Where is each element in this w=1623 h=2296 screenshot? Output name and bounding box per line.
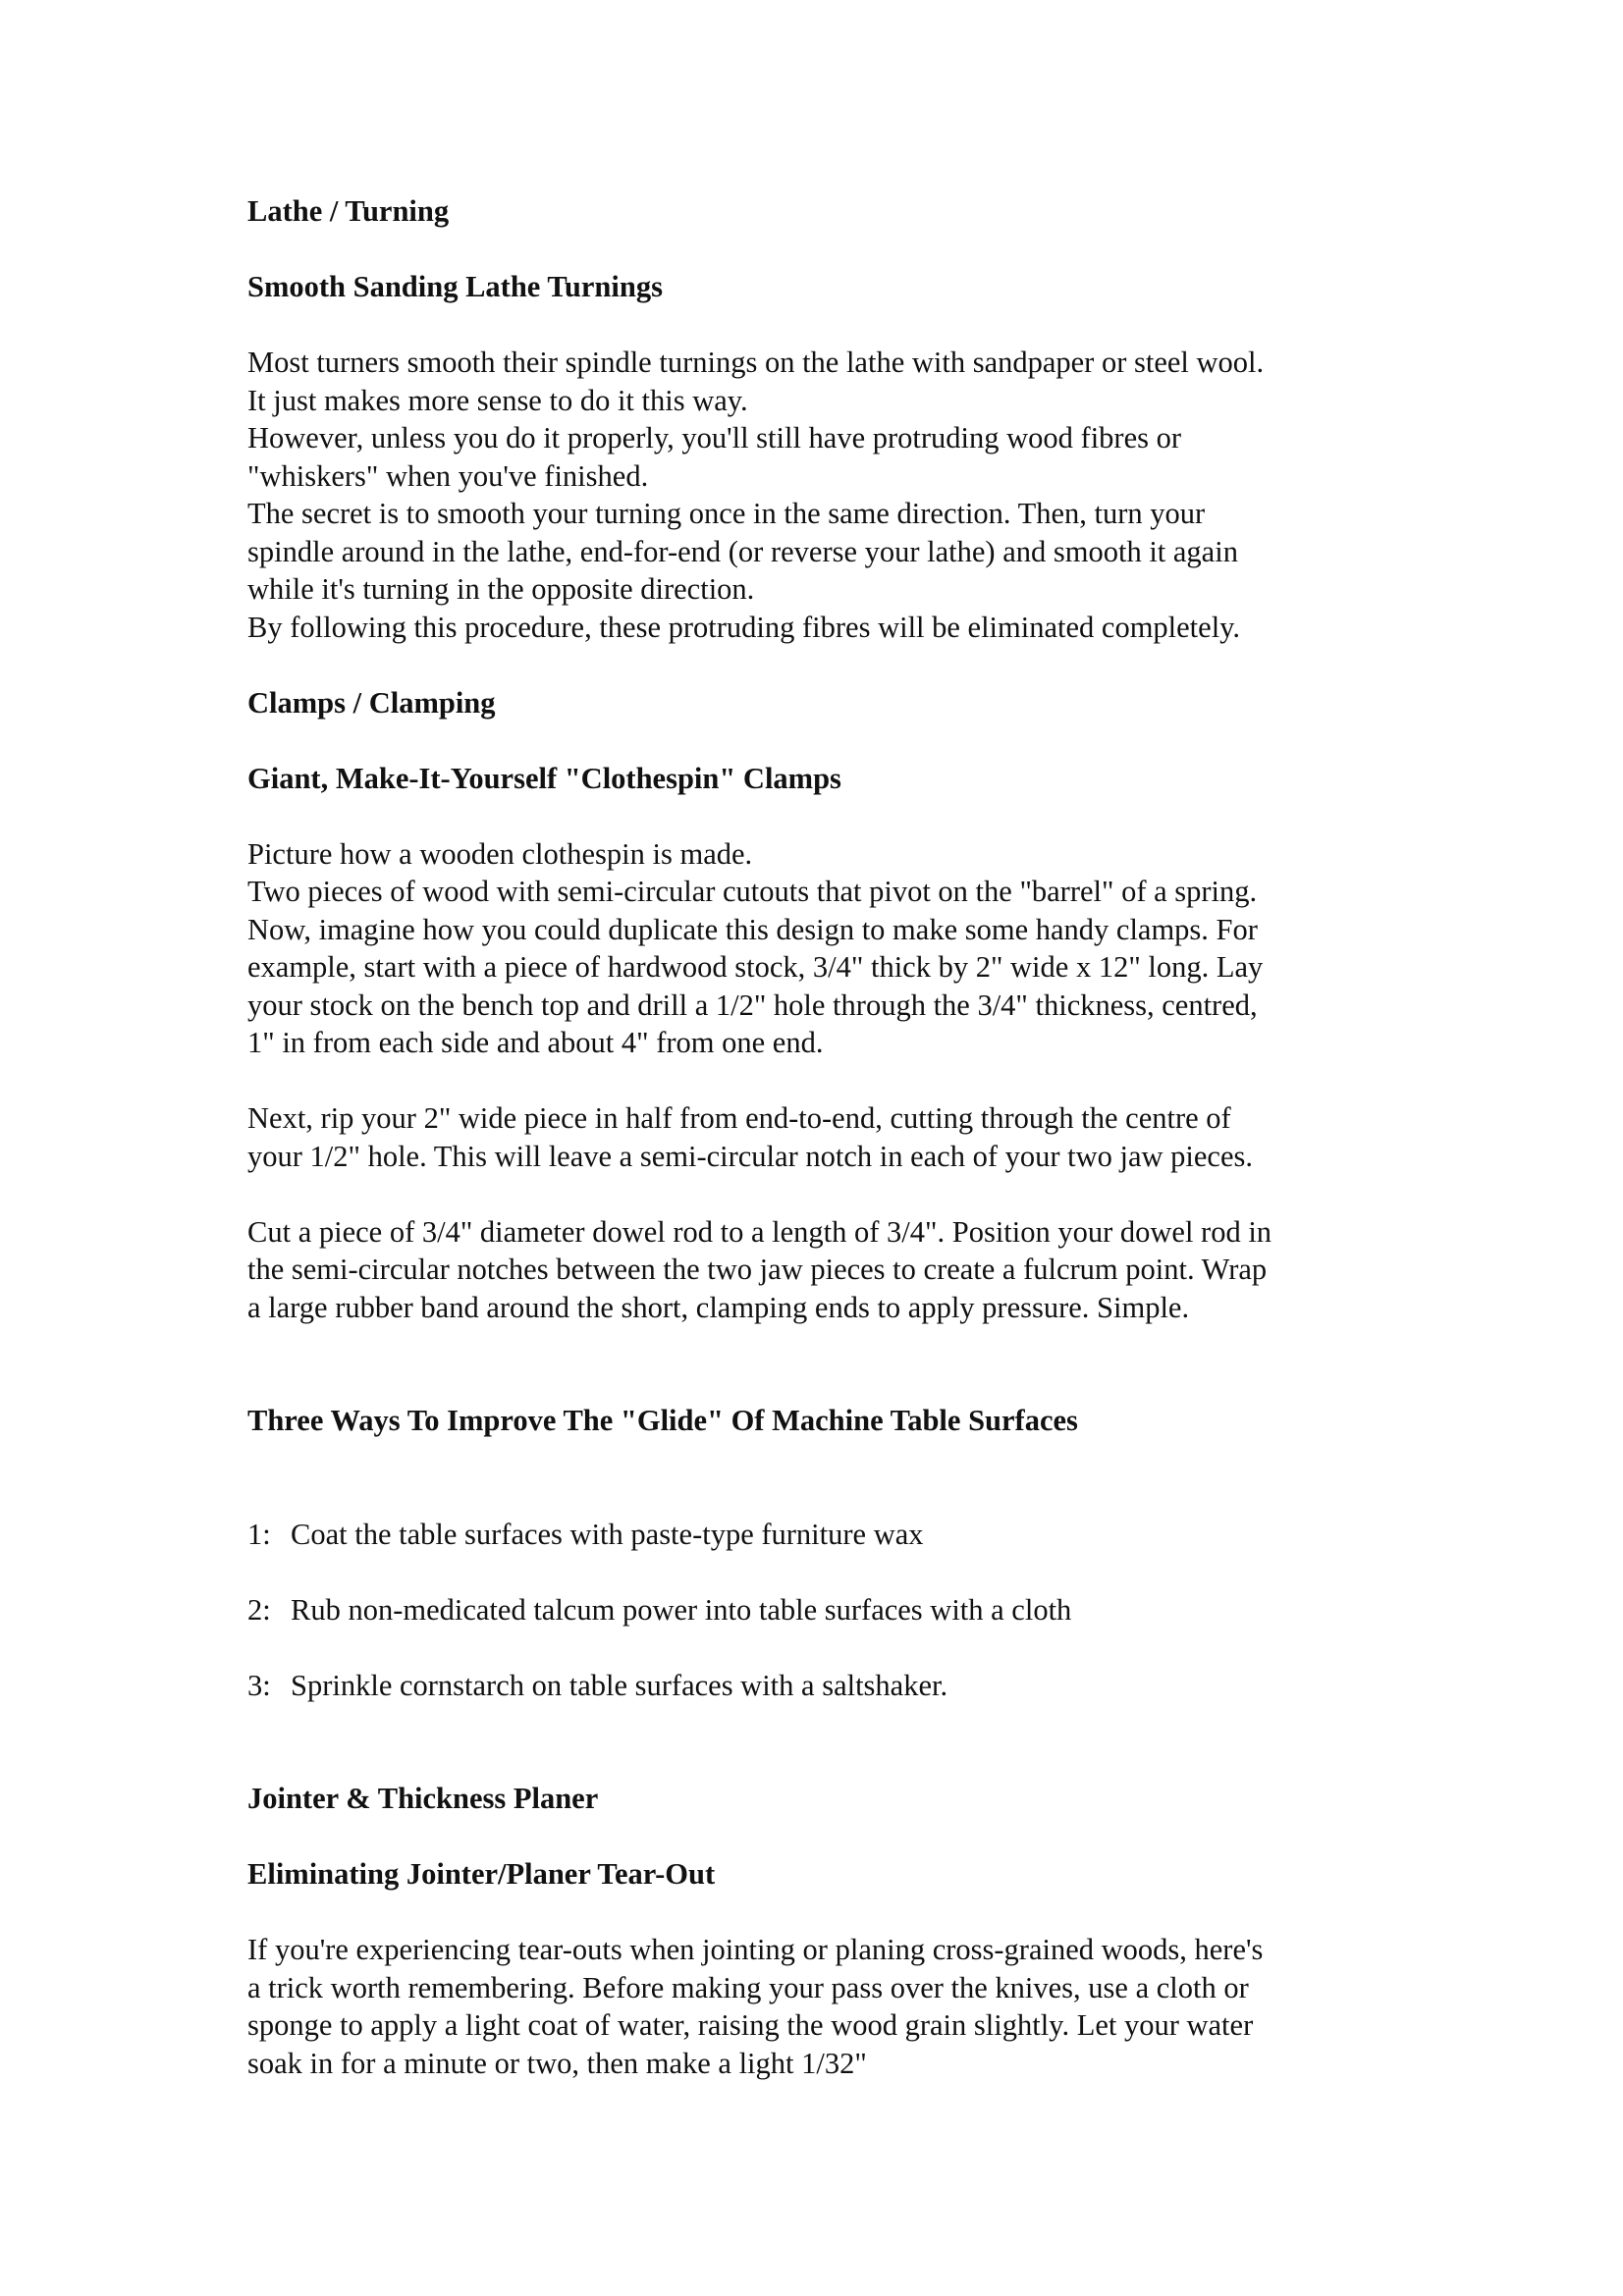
text-line: Cut a piece of 3/4" diameter dowel rod to a length of 3/4". Position your dowel rod in — [247, 1214, 1272, 1249]
spacer — [247, 1062, 1406, 1100]
text-line: However, unless you do it properly, you'll still have protruding wood fibres or — [247, 421, 1182, 454]
article-body-jointer — [247, 1931, 1406, 2082]
article-body-clamps-para1 — [247, 835, 1406, 1062]
spacer — [247, 797, 1406, 835]
list-text: Sprinkle cornstarch on table surfaces with a saltshaker. — [291, 1668, 948, 1702]
text-line: while it's turning in the opposite direction. — [247, 572, 755, 606]
text-line: Most turners smooth their spindle turnings on the lathe with sandpaper or steel wool. — [247, 346, 1265, 379]
list-item — [247, 1667, 1406, 1705]
text-line: "whiskers" when you've finished. — [247, 458, 649, 493]
text-line: soak in for a minute or two, then make a light 1/32" — [247, 2046, 867, 2080]
text-line: It just makes more sense to do it this way. — [247, 383, 748, 417]
text-line: 1" in from each side and about 4" from one end. — [247, 1026, 824, 1059]
category-heading-lathe: Lathe / Turning — [247, 194, 450, 228]
text-line: the semi-circular notches between the two jaw pieces to create a fulcrum point. Wrap — [247, 1253, 1268, 1286]
spacer — [247, 1818, 1406, 1856]
article-body-clamps-para2 — [247, 1099, 1406, 1175]
article-title-clamps: Giant, Make-It-Yourself "Clothespin" Clamps — [247, 761, 841, 795]
text-line: spindle around in the lathe, end-for-end (or reverse your lathe) and smooth it again — [247, 534, 1238, 568]
text-line: Picture how a wooden clothespin is made. — [247, 836, 753, 871]
list-text: Rub non-medicated talcum power into table surfaces with a cloth — [291, 1592, 1072, 1627]
list-item — [247, 1516, 1406, 1554]
spacer — [247, 1704, 1406, 1780]
spacer — [247, 1553, 1406, 1591]
text-line: a large rubber band around the short, clamping ends to apply pressure. Simple. — [247, 1290, 1190, 1324]
text-line: Now, imagine how you could duplicate this design to make some handy clamps. For — [247, 912, 1258, 946]
text-line: example, start with a piece of hardwood stock, 3/4" thick by 2" wide x 12" long. Lay — [247, 950, 1264, 984]
text-line: By following this procedure, these protruding fibres will be eliminated completely. — [247, 610, 1241, 644]
text-line: The secret is to smooth your turning once in the same direction. Then, turn your — [247, 497, 1206, 530]
list-number: 3: — [247, 1668, 271, 1702]
article-title-jointer: Eliminating Jointer/Planer Tear-Out — [247, 1857, 716, 1891]
spacer — [247, 1440, 1406, 1516]
spacer — [247, 1326, 1406, 1402]
article-body-clamps-para3 — [247, 1213, 1406, 1327]
text-line: If you're experiencing tear-outs when jointing or planing cross-grained woods, here's — [247, 1933, 1264, 1966]
spacer — [247, 306, 1406, 345]
document-page — [247, 192, 1406, 2082]
category-heading-jointer: Jointer & Thickness Planer — [247, 1782, 599, 1815]
list-text: Coat the table surfaces with paste-type furniture wax — [291, 1517, 924, 1551]
article-title-glide: Three Ways To Improve The "Glide" Of Machine Table Surfaces — [247, 1404, 1078, 1437]
spacer — [247, 231, 1406, 269]
text-line: your 1/2" hole. This will leave a semi-circular notch in each of your two jaw pieces. — [247, 1139, 1253, 1173]
spacer — [247, 646, 1406, 684]
text-line: sponge to apply a light coat of water, raising the wood grain slightly. Let your water — [247, 2008, 1254, 2042]
article-body-lathe — [247, 344, 1406, 646]
spacer — [247, 1175, 1406, 1213]
text-line: a trick worth remembering. Before making your pass over the knives, use a cloth or — [247, 1970, 1249, 2004]
list-number: 1: — [247, 1517, 271, 1551]
glide-list — [247, 1516, 1406, 1705]
text-line: your stock on the bench top and drill a 1/2" hole through the 3/4" thickness, centred, — [247, 988, 1258, 1022]
text-line: Two pieces of wood with semi-circular cutouts that pivot on the "barrel" of a spring. — [247, 875, 1258, 908]
spacer — [247, 721, 1406, 760]
text-line: Next, rip your 2" wide piece in half from end-to-end, cutting through the centre of — [247, 1101, 1231, 1135]
category-heading-clamps: Clamps / Clamping — [247, 685, 496, 720]
list-number: 2: — [247, 1592, 271, 1627]
spacer — [247, 1629, 1406, 1667]
spacer — [247, 1894, 1406, 1932]
list-item — [247, 1591, 1406, 1629]
article-title-lathe: Smooth Sanding Lathe Turnings — [247, 270, 663, 303]
